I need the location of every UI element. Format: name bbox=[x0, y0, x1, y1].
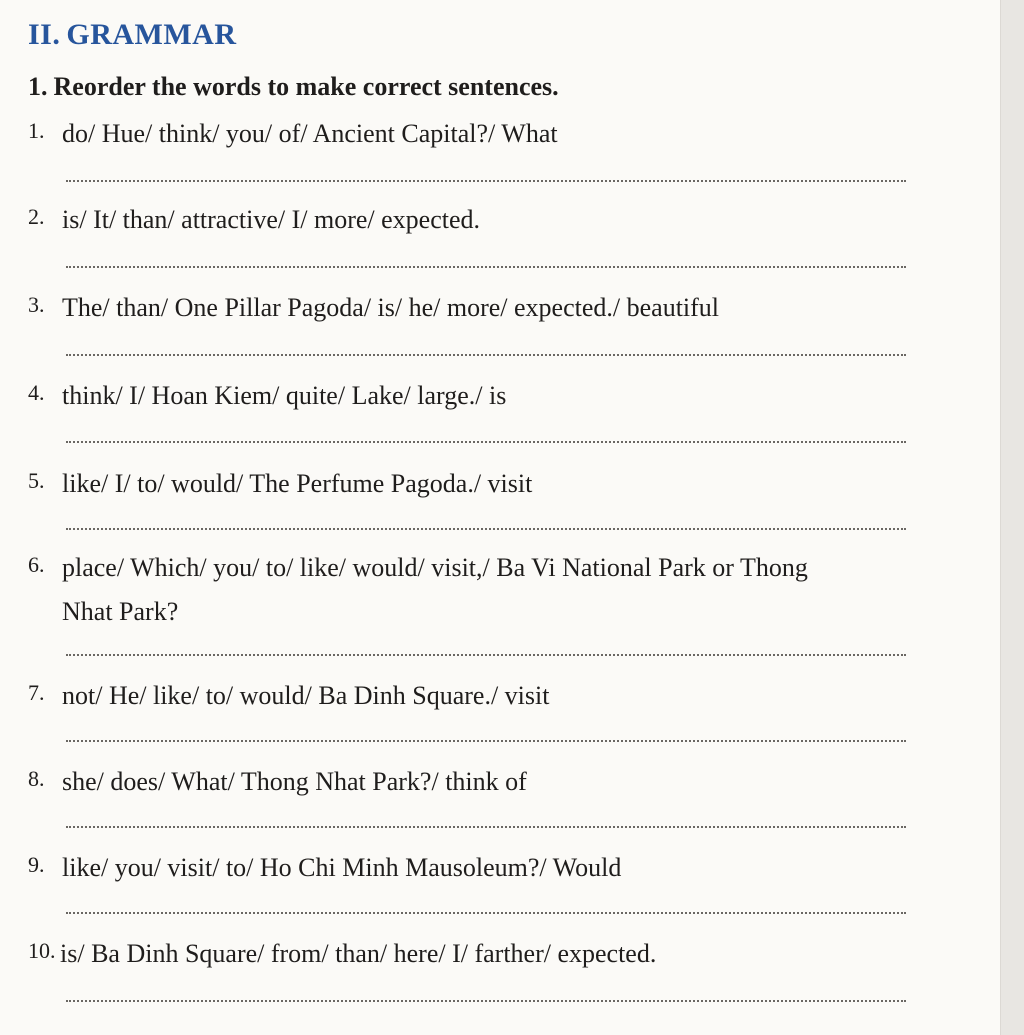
question-number: 8. bbox=[28, 766, 45, 791]
question-text: is/ It/ than/ attractive/ I/ more/ expected. bbox=[62, 205, 481, 234]
answer-line[interactable] bbox=[66, 528, 906, 530]
section-title: GRAMMAR bbox=[66, 18, 237, 51]
question-text: is/ Ba Dinh Square/ from/ than/ here/ I/ farther/ expected. bbox=[60, 939, 657, 968]
question-item bbox=[28, 932, 928, 976]
question-item bbox=[28, 112, 928, 156]
question-text: like/ I/ to/ would/ The Perfume Pagoda./ visit bbox=[62, 469, 533, 498]
question-number: 10. bbox=[28, 938, 56, 963]
section-heading bbox=[28, 18, 237, 52]
question-text: not/ He/ like/ to/ would/ Ba Dinh Square./ visit bbox=[62, 681, 550, 710]
answer-line[interactable] bbox=[66, 180, 906, 182]
question-text: like/ you/ visit/ to/ Ho Chi Minh Mausoleum?/ Would bbox=[62, 853, 622, 882]
answer-line[interactable] bbox=[66, 826, 906, 828]
instruction-text: Reorder the words to make correct sentences. bbox=[53, 72, 559, 101]
answer-line[interactable] bbox=[66, 740, 906, 742]
question-item bbox=[28, 286, 928, 330]
question-text: do/ Hue/ think/ you/ of/ Ancient Capital?/ What bbox=[62, 119, 558, 148]
question-number: 5. bbox=[28, 468, 45, 493]
exercise-number: 1. bbox=[28, 72, 48, 101]
question-item bbox=[28, 198, 928, 242]
question-number: 7. bbox=[28, 680, 45, 705]
question-item bbox=[28, 374, 928, 418]
question-item bbox=[28, 846, 928, 890]
question-item bbox=[28, 674, 928, 718]
question-text-line2: Nhat Park? bbox=[62, 597, 179, 626]
question-text: think/ I/ Hoan Kiem/ quite/ Lake/ large./ is bbox=[62, 381, 507, 410]
question-number: 3. bbox=[28, 292, 45, 317]
answer-line[interactable] bbox=[66, 354, 906, 356]
question-number: 1. bbox=[28, 118, 45, 143]
question-number: 6. bbox=[28, 552, 45, 577]
question-number: 2. bbox=[28, 204, 45, 229]
answer-line[interactable] bbox=[66, 654, 906, 656]
question-text: The/ than/ One Pillar Pagoda/ is/ he/ more/ expected./ beautiful bbox=[62, 293, 720, 322]
question-text: place/ Which/ you/ to/ like/ would/ visit,/ Ba Vi National Park or Thong bbox=[62, 553, 808, 582]
answer-line[interactable] bbox=[66, 266, 906, 268]
exercise-instruction bbox=[28, 72, 559, 102]
page-edge bbox=[1000, 0, 1024, 1035]
question-number: 4. bbox=[28, 380, 45, 405]
question-item bbox=[28, 546, 928, 634]
question-number: 9. bbox=[28, 852, 45, 877]
section-number: II. bbox=[28, 18, 61, 51]
question-text: she/ does/ What/ Thong Nhat Park?/ think of bbox=[62, 767, 527, 796]
question-item bbox=[28, 760, 928, 804]
answer-line[interactable] bbox=[66, 912, 906, 914]
answer-line[interactable] bbox=[66, 441, 906, 443]
answer-line[interactable] bbox=[66, 1000, 906, 1002]
question-item bbox=[28, 462, 928, 506]
